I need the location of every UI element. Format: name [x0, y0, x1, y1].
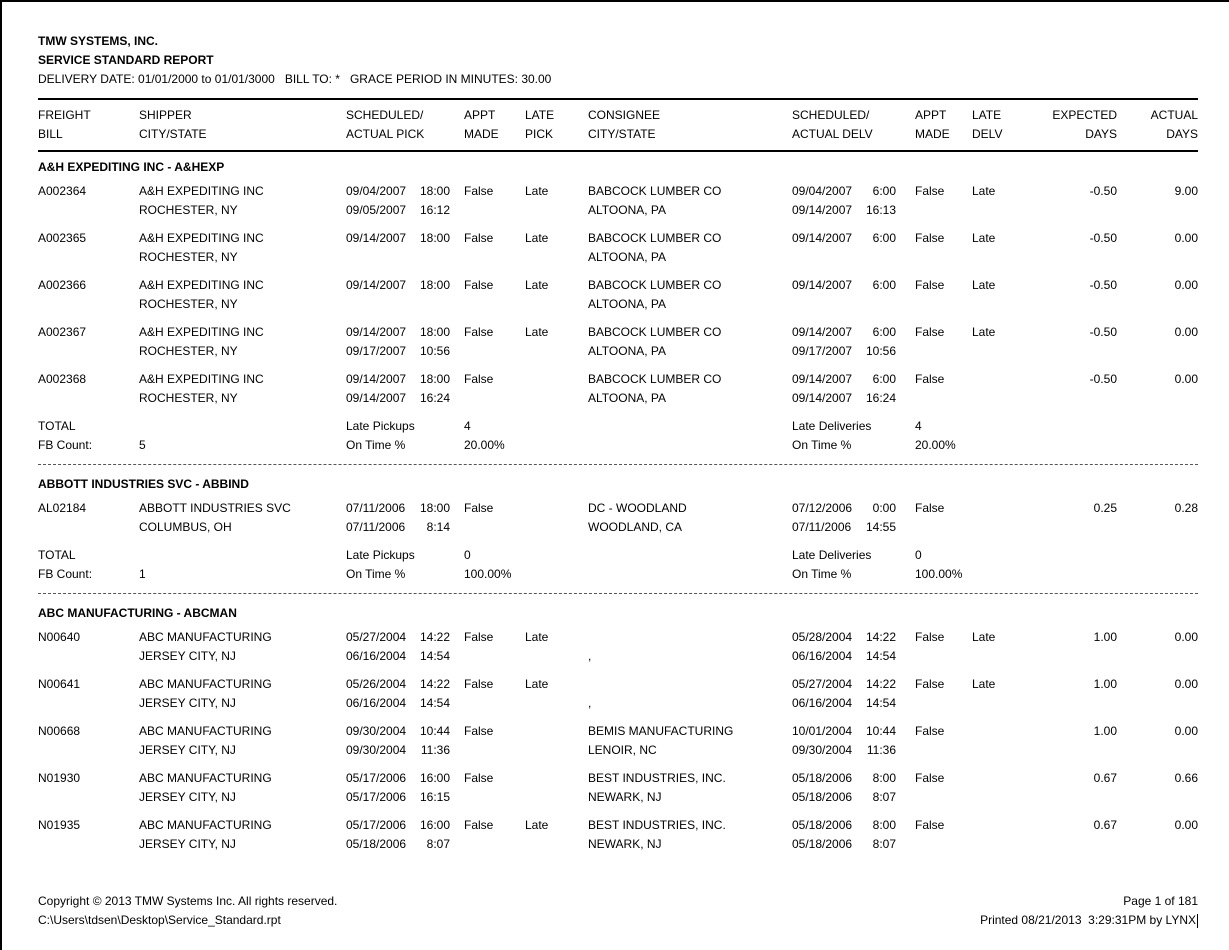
scheduled-delv: 07/12/2006 0:00 — [792, 501, 896, 515]
consignee-city-state: NEWARK, NJ — [588, 790, 662, 804]
consignee-city-state: ALTOONA, PA — [588, 344, 667, 358]
shipper-city-state: JERSEY CITY, NJ — [139, 837, 236, 851]
totals-line-1 — [38, 546, 1198, 565]
shipper-city-state: JERSEY CITY, NJ — [139, 649, 236, 663]
actual-days-cell: 0.00 — [1174, 677, 1198, 691]
scheduled-delv: 09/14/2007 6:00 — [792, 325, 896, 339]
consignee-city-state: WOODLAND, CA — [588, 520, 683, 534]
group-separator — [38, 593, 1198, 594]
late-delv-cell — [972, 769, 1032, 807]
fb-count-label: FB Count: — [38, 438, 93, 452]
expected-days-cell: -0.50 — [1089, 231, 1117, 245]
table-row — [38, 816, 1198, 854]
consignee-name: BEST INDUSTRIES, INC. — [588, 818, 726, 832]
customer-group — [38, 475, 1198, 594]
shipper-city-state: ROCHESTER, NY — [139, 297, 238, 311]
shipper-cell — [139, 499, 346, 537]
shipper-name: A&H EXPEDITING INC — [139, 184, 264, 198]
late-delv-cell: Late — [972, 231, 996, 245]
actual-days-cell: 9.00 — [1174, 184, 1198, 198]
actual-delv: 09/14/2007 16:24 — [792, 391, 896, 405]
scheduled-pick: 05/17/2006 16:00 — [346, 771, 450, 785]
appt-made-pick-cell: False — [464, 501, 494, 515]
column-header: ACTUAL DAYS — [1150, 108, 1198, 141]
on-time-delv-label: On Time % — [792, 438, 852, 452]
customer-group — [38, 604, 1198, 854]
sched-actual-delv-cell — [792, 229, 915, 267]
sched-actual-delv-cell — [792, 323, 915, 361]
shipper-city-state: ROCHESTER, NY — [139, 250, 238, 264]
late-pick-cell: Late — [525, 630, 549, 644]
freight-bill-cell: A002365 — [38, 231, 87, 245]
late-pick-cell — [525, 769, 588, 807]
consignee-name — [588, 675, 792, 694]
header-rule-bottom — [38, 150, 1198, 152]
consignee-cell — [588, 370, 792, 408]
appt-made-pick-cell: False — [464, 325, 494, 339]
sched-actual-pick-cell — [346, 323, 464, 361]
shipper-name: ABC MANUFACTURING — [139, 724, 272, 738]
appt-made-delv-cell: False — [915, 771, 945, 785]
footer-right — [980, 892, 1198, 930]
group-totals — [38, 546, 1198, 584]
total-label: TOTAL — [38, 419, 76, 433]
table-row — [38, 323, 1198, 361]
scheduled-delv: 09/14/2007 6:00 — [792, 231, 896, 245]
consignee-city-state: ALTOONA, PA — [588, 391, 667, 405]
table-row — [38, 229, 1198, 267]
consignee-name: BABCOCK LUMBER CO — [588, 372, 722, 386]
table-row — [38, 370, 1198, 408]
actual-pick: 09/05/2007 16:12 — [346, 203, 450, 217]
scheduled-delv: 09/14/2007 6:00 — [792, 372, 896, 386]
shipper-city-state: COLUMBUS, OH — [139, 520, 232, 534]
expected-days-cell: -0.50 — [1089, 184, 1117, 198]
on-time-delv-value: 20.00% — [915, 438, 956, 452]
shipper-cell — [139, 769, 346, 807]
on-time-pick-label: On Time % — [346, 567, 406, 581]
scheduled-delv: 09/14/2007 6:00 — [792, 278, 896, 292]
appt-made-pick-cell: False — [464, 724, 494, 738]
group-totals — [38, 417, 1198, 455]
shipper-cell — [139, 323, 346, 361]
sched-actual-pick-cell — [346, 628, 464, 666]
printed-text: Printed 08/21/2013 3:29:31PM by LYNX — [980, 913, 1196, 927]
scheduled-pick: 09/14/2007 18:00 — [346, 325, 450, 339]
shipper-city-state: JERSEY CITY, NJ — [139, 696, 236, 710]
shipper-cell — [139, 182, 346, 220]
late-deliveries-value: 4 — [915, 419, 922, 433]
late-pickups-label: Late Pickups — [346, 548, 415, 562]
appt-made-pick-cell: False — [464, 184, 494, 198]
sched-actual-pick-cell — [346, 769, 464, 807]
actual-pick: 06/16/2004 14:54 — [346, 649, 450, 663]
consignee-city-state: ALTOONA, PA — [588, 250, 667, 264]
group-rows — [38, 182, 1198, 408]
shipper-name: A&H EXPEDITING INC — [139, 325, 264, 339]
appt-made-delv-cell: False — [915, 630, 945, 644]
consignee-cell — [588, 229, 792, 267]
appt-made-pick-cell: False — [464, 372, 494, 386]
sched-actual-delv-cell — [792, 816, 915, 854]
shipper-cell — [139, 816, 346, 854]
appt-made-delv-cell: False — [915, 724, 945, 738]
late-pick-cell: Late — [525, 325, 549, 339]
actual-days-cell: 0.00 — [1174, 278, 1198, 292]
freight-bill-cell: N01930 — [38, 771, 81, 785]
shipper-city-state: ROCHESTER, NY — [139, 344, 238, 358]
appt-made-pick-cell: False — [464, 771, 494, 785]
freight-bill-cell: N00668 — [38, 724, 81, 738]
sched-actual-pick-cell — [346, 722, 464, 760]
consignee-city-state: , — [588, 696, 592, 710]
consignee-name: BABCOCK LUMBER CO — [588, 184, 722, 198]
shipper-city-state: ROCHESTER, NY — [139, 203, 238, 217]
consignee-city-state: LENOIR, NC — [588, 743, 657, 757]
copyright-text: Copyright © 2013 TMW Systems Inc. All rights reserved. — [38, 894, 338, 908]
column-header: SCHEDULED/ ACTUAL PICK — [346, 108, 425, 141]
actual-pick — [346, 295, 450, 314]
report-page — [2, 2, 1198, 930]
totals-line-2 — [38, 565, 1198, 584]
totals-line-1 — [38, 417, 1198, 436]
scheduled-delv: 09/04/2007 6:00 — [792, 184, 896, 198]
late-pickups-value: 0 — [464, 548, 471, 562]
sched-actual-pick-cell — [346, 499, 464, 537]
actual-pick: 05/18/2006 8:07 — [346, 837, 450, 851]
appt-made-pick-cell: False — [464, 630, 494, 644]
actual-delv: 05/18/2006 8:07 — [792, 790, 896, 804]
consignee-city-state: ALTOONA, PA — [588, 203, 667, 217]
consignee-cell — [588, 722, 792, 760]
late-pick-cell: Late — [525, 184, 549, 198]
actual-delv: 05/18/2006 8:07 — [792, 837, 896, 851]
table-row — [38, 276, 1198, 314]
group-rows — [38, 499, 1198, 537]
on-time-pick-label: On Time % — [346, 438, 406, 452]
sched-actual-delv-cell — [792, 276, 915, 314]
consignee-name: DC - WOODLAND — [588, 501, 687, 515]
page-number: Page 1 of 181 — [1123, 894, 1198, 908]
late-delv-cell — [972, 816, 1032, 854]
actual-delv: 09/17/2007 10:56 — [792, 344, 896, 358]
expected-days-cell: 0.67 — [1093, 771, 1117, 785]
totals-line-2 — [38, 436, 1198, 455]
table-row — [38, 675, 1198, 713]
sched-actual-delv-cell — [792, 370, 915, 408]
scheduled-delv: 05/18/2006 8:00 — [792, 818, 896, 832]
actual-delv: 06/16/2004 14:54 — [792, 649, 896, 663]
group-rows — [38, 628, 1198, 854]
consignee-name: BEMIS MANUFACTURING — [588, 724, 734, 738]
report-title: SERVICE STANDARD REPORT — [38, 53, 214, 67]
shipper-cell — [139, 229, 346, 267]
actual-pick: 09/14/2007 16:24 — [346, 391, 450, 405]
freight-bill-cell: A002367 — [38, 325, 87, 339]
table-row — [38, 628, 1198, 666]
shipper-cell — [139, 370, 346, 408]
freight-bill-cell: A002364 — [38, 184, 87, 198]
table-row — [38, 182, 1198, 220]
column-header: LATE PICK — [525, 108, 555, 141]
column-header-row — [38, 100, 1198, 150]
shipper-name: ABBOTT INDUSTRIES SVC — [139, 501, 291, 515]
appt-made-delv-cell: False — [915, 372, 945, 386]
consignee-city-state: ALTOONA, PA — [588, 297, 667, 311]
consignee-name — [588, 628, 792, 647]
consignee-cell — [588, 182, 792, 220]
consignee-cell — [588, 816, 792, 854]
late-pick-cell: Late — [525, 231, 549, 245]
freight-bill-cell: N00641 — [38, 677, 81, 691]
late-delv-cell: Late — [972, 630, 996, 644]
column-header: EXPECTED DAYS — [1052, 108, 1117, 141]
page-footer — [38, 892, 1198, 930]
late-delv-cell: Late — [972, 184, 996, 198]
actual-days-cell: 0.00 — [1174, 724, 1198, 738]
sched-actual-pick-cell — [346, 229, 464, 267]
appt-made-delv-cell: False — [915, 231, 945, 245]
actual-days-cell: 0.00 — [1174, 630, 1198, 644]
late-deliveries-value: 0 — [915, 548, 922, 562]
group-header: A&H EXPEDITING INC - A&HEXP — [38, 160, 225, 174]
group-header: ABBOTT INDUSTRIES SVC - ABBIND — [38, 477, 249, 491]
sched-actual-delv-cell — [792, 628, 915, 666]
consignee-city-state: , — [588, 649, 592, 663]
late-pick-cell — [525, 370, 588, 408]
appt-made-delv-cell: False — [915, 325, 945, 339]
column-header: CONSIGNEE CITY/STATE — [588, 108, 661, 141]
sched-actual-delv-cell — [792, 675, 915, 713]
sched-actual-pick-cell — [346, 182, 464, 220]
shipper-cell — [139, 276, 346, 314]
actual-delv — [792, 248, 896, 267]
sched-actual-delv-cell — [792, 499, 915, 537]
shipper-name: A&H EXPEDITING INC — [139, 231, 264, 245]
scheduled-pick: 05/26/2004 14:22 — [346, 677, 450, 691]
shipper-city-state: JERSEY CITY, NJ — [139, 790, 236, 804]
table-row — [38, 722, 1198, 760]
actual-days-cell: 0.00 — [1174, 231, 1198, 245]
actual-delv: 09/14/2007 16:13 — [792, 203, 896, 217]
appt-made-delv-cell: False — [915, 278, 945, 292]
consignee-cell — [588, 675, 792, 713]
appt-made-delv-cell: False — [915, 184, 945, 198]
appt-made-delv-cell: False — [915, 501, 945, 515]
scheduled-pick: 09/04/2007 18:00 — [346, 184, 450, 198]
group-separator — [38, 464, 1198, 465]
shipper-city-state: JERSEY CITY, NJ — [139, 743, 236, 757]
appt-made-pick-cell: False — [464, 818, 494, 832]
shipper-name: ABC MANUFACTURING — [139, 818, 272, 832]
consignee-name: BABCOCK LUMBER CO — [588, 325, 722, 339]
late-deliveries-label: Late Deliveries — [792, 548, 872, 562]
scheduled-pick: 09/14/2007 18:00 — [346, 231, 450, 245]
late-pick-cell: Late — [525, 818, 549, 832]
late-pick-cell — [525, 499, 588, 537]
on-time-pick-value: 20.00% — [464, 438, 505, 452]
shipper-city-state: ROCHESTER, NY — [139, 391, 238, 405]
late-delv-cell — [972, 722, 1032, 760]
expected-days-cell: -0.50 — [1089, 278, 1117, 292]
actual-pick: 06/16/2004 14:54 — [346, 696, 450, 710]
scheduled-delv: 05/18/2006 8:00 — [792, 771, 896, 785]
late-pick-cell: Late — [525, 677, 549, 691]
appt-made-pick-cell: False — [464, 231, 494, 245]
late-delv-cell: Late — [972, 677, 996, 691]
scheduled-delv: 05/28/2004 14:22 — [792, 630, 896, 644]
fb-count-value: 1 — [139, 567, 146, 581]
expected-days-cell: -0.50 — [1089, 325, 1117, 339]
appt-made-pick-cell: False — [464, 677, 494, 691]
actual-pick: 09/17/2007 10:56 — [346, 344, 450, 358]
scheduled-delv: 05/27/2004 14:22 — [792, 677, 896, 691]
total-label: TOTAL — [38, 548, 76, 562]
actual-delv: 06/16/2004 14:54 — [792, 696, 896, 710]
column-header: FREIGHT BILL — [38, 108, 91, 141]
on-time-pick-value: 100.00% — [464, 567, 512, 581]
appt-made-delv-cell: False — [915, 677, 945, 691]
actual-delv — [792, 295, 896, 314]
expected-days-cell: 0.67 — [1093, 818, 1117, 832]
freight-bill-cell: N01935 — [38, 818, 81, 832]
sched-actual-delv-cell — [792, 182, 915, 220]
shipper-name: ABC MANUFACTURING — [139, 677, 272, 691]
late-pick-cell: Late — [525, 278, 549, 292]
scheduled-pick: 05/17/2006 16:00 — [346, 818, 450, 832]
report-criteria: DELIVERY DATE: 01/01/2000 to 01/01/3000 BILL TO: * GRACE PERIOD IN MINUTES: 30.00 — [38, 72, 552, 86]
late-pick-cell — [525, 722, 588, 760]
customer-group — [38, 158, 1198, 465]
actual-days-cell: 0.66 — [1174, 771, 1198, 785]
sched-actual-pick-cell — [346, 675, 464, 713]
scheduled-delv: 10/01/2004 10:44 — [792, 724, 896, 738]
sched-actual-delv-cell — [792, 722, 915, 760]
actual-days-cell: 0.00 — [1174, 325, 1198, 339]
consignee-cell — [588, 276, 792, 314]
scheduled-pick: 09/14/2007 18:00 — [346, 372, 450, 386]
sched-actual-pick-cell — [346, 276, 464, 314]
expected-days-cell: -0.50 — [1089, 372, 1117, 386]
column-header: APPT MADE — [464, 108, 499, 141]
actual-days-cell: 0.28 — [1174, 501, 1198, 515]
scheduled-pick: 09/30/2004 10:44 — [346, 724, 450, 738]
column-header: SCHEDULED/ ACTUAL DELV — [792, 108, 873, 141]
on-time-delv-label: On Time % — [792, 567, 852, 581]
freight-bill-cell: A002366 — [38, 278, 87, 292]
freight-bill-cell: A002368 — [38, 372, 87, 386]
late-delv-cell: Late — [972, 278, 996, 292]
actual-pick — [346, 248, 450, 267]
actual-pick: 05/17/2006 16:15 — [346, 790, 450, 804]
company-name: TMW SYSTEMS, INC. — [38, 34, 158, 48]
actual-delv: 09/30/2004 11:36 — [792, 743, 896, 757]
expected-days-cell: 1.00 — [1093, 724, 1117, 738]
actual-delv: 07/11/2006 14:55 — [792, 520, 896, 534]
scheduled-pick: 09/14/2007 18:00 — [346, 278, 450, 292]
shipper-name: ABC MANUFACTURING — [139, 771, 272, 785]
late-pickups-label: Late Pickups — [346, 419, 415, 433]
actual-days-cell: 0.00 — [1174, 372, 1198, 386]
actual-days-cell: 0.00 — [1174, 818, 1198, 832]
consignee-name: BEST INDUSTRIES, INC. — [588, 771, 726, 785]
report-body — [38, 158, 1198, 854]
late-delv-cell — [972, 370, 1032, 408]
consignee-name: BABCOCK LUMBER CO — [588, 231, 722, 245]
footer-left — [38, 892, 337, 930]
late-pickups-value: 4 — [464, 419, 471, 433]
shipper-cell — [139, 675, 346, 713]
column-header: APPT MADE — [915, 108, 950, 141]
sched-actual-pick-cell — [346, 816, 464, 854]
sched-actual-delv-cell — [792, 769, 915, 807]
printed-line — [980, 911, 1198, 930]
expected-days-cell: 1.00 — [1093, 677, 1117, 691]
late-delv-cell: Late — [972, 325, 996, 339]
report-file-path: C:\Users\tdsen\Desktop\Service_Standard.rpt — [38, 913, 281, 927]
expected-days-cell: 1.00 — [1093, 630, 1117, 644]
table-row — [38, 499, 1198, 537]
expected-days-cell: 0.25 — [1093, 501, 1117, 515]
column-header: SHIPPER CITY/STATE — [139, 108, 207, 141]
on-time-delv-value: 100.00% — [915, 567, 963, 581]
actual-pick: 09/30/2004 11:36 — [346, 743, 450, 757]
sched-actual-pick-cell — [346, 370, 464, 408]
shipper-name: A&H EXPEDITING INC — [139, 372, 264, 386]
scheduled-pick: 05/27/2004 14:22 — [346, 630, 450, 644]
late-deliveries-label: Late Deliveries — [792, 419, 872, 433]
freight-bill-cell: N00640 — [38, 630, 81, 644]
consignee-name: BABCOCK LUMBER CO — [588, 278, 722, 292]
group-header: ABC MANUFACTURING - ABCMAN — [38, 606, 237, 620]
actual-pick: 07/11/2006 8:14 — [346, 520, 450, 534]
consignee-cell — [588, 769, 792, 807]
shipper-cell — [139, 628, 346, 666]
table-row — [38, 769, 1198, 807]
consignee-city-state: NEWARK, NJ — [588, 837, 662, 851]
late-delv-cell — [972, 499, 1032, 537]
consignee-cell — [588, 499, 792, 537]
column-header: LATE DELV — [972, 108, 1003, 141]
appt-made-pick-cell: False — [464, 278, 494, 292]
consignee-cell — [588, 323, 792, 361]
fb-count-label: FB Count: — [38, 567, 93, 581]
text-cursor — [1197, 914, 1198, 928]
shipper-cell — [139, 722, 346, 760]
fb-count-value: 5 — [139, 438, 146, 452]
shipper-name: ABC MANUFACTURING — [139, 630, 272, 644]
scheduled-pick: 07/11/2006 18:00 — [346, 501, 450, 515]
consignee-cell — [588, 628, 792, 666]
freight-bill-cell: AL02184 — [38, 501, 87, 515]
shipper-name: A&H EXPEDITING INC — [139, 278, 264, 292]
appt-made-delv-cell: False — [915, 818, 945, 832]
